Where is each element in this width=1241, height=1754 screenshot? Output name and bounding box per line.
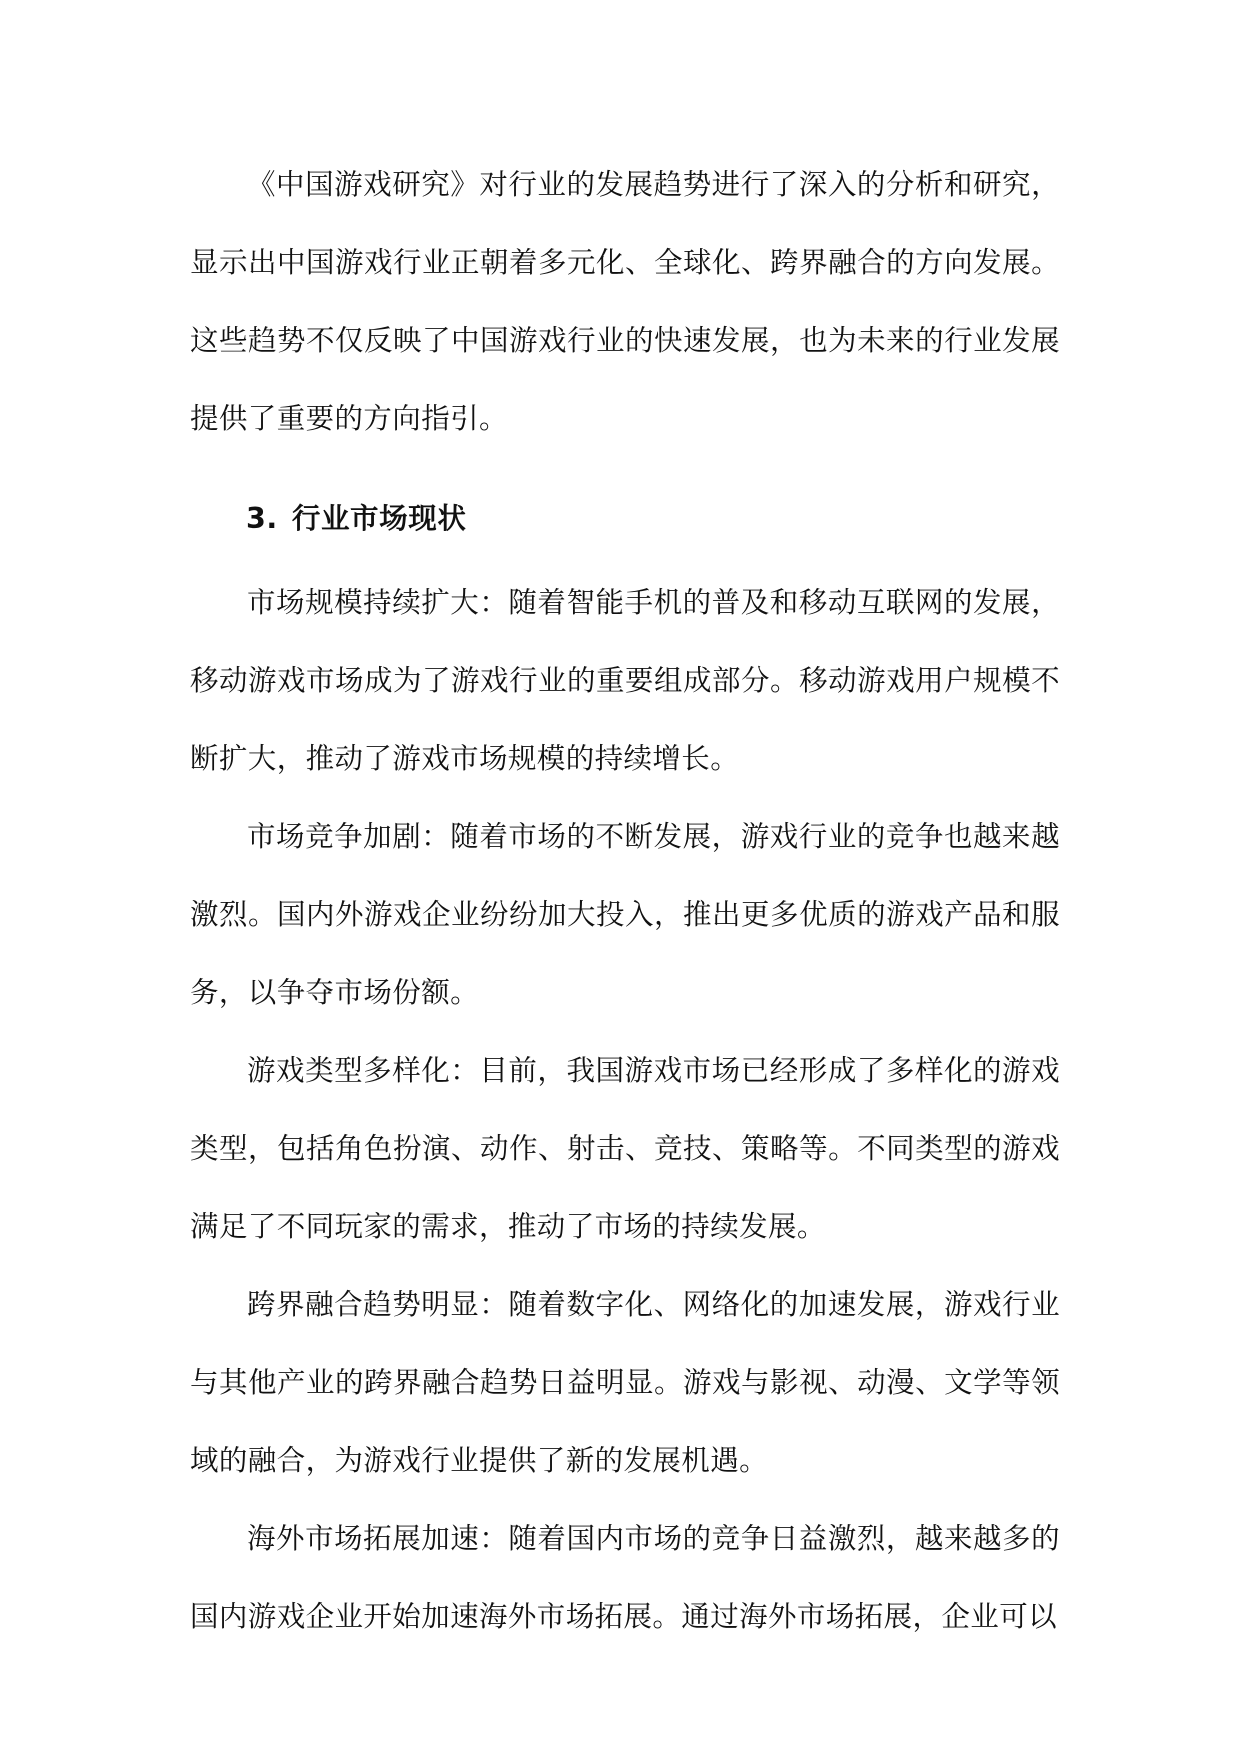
paragraph-market-scale: 市场规模持续扩大：随着智能手机的普及和移动互联网的发展，移动游戏市场成为了游戏行业的重要组成部分。移动游戏用户规模不断扩大，推动了游戏市场规模的持续增长。 xyxy=(190,586,1060,775)
document-body xyxy=(190,146,1060,1656)
section-heading xyxy=(190,486,1060,552)
section-title: 行业市场现状 xyxy=(291,502,467,535)
paragraph-game-types: 游戏类型多样化：目前，我国游戏市场已经形成了多样化的游戏类型，包括角色扮演、动作、射击、竞技、策略等。不同类型的游戏满足了不同玩家的需求，推动了市场的持续发展。 xyxy=(190,1054,1060,1243)
paragraph-market-competition: 市场竞争加剧：随着市场的不断发展，游戏行业的竞争也越来越激烈。国内外游戏企业纷纷加大投入，推出更多优质的游戏产品和服务，以争夺市场份额。 xyxy=(190,820,1060,1009)
paragraph-cross-industry: 跨界融合趋势明显：随着数字化、网络化的加速发展，游戏行业与其他产业的跨界融合趋势日益明显。游戏与影视、动漫、文学等领域的融合，为游戏行业提供了新的发展机遇。 xyxy=(190,1288,1060,1477)
paragraph-overseas-expansion: 海外市场拓展加速：随着国内市场的竞争日益激烈，越来越多的国内游戏企业开始加速海外市场拓展。通过海外市场拓展，企业可以 xyxy=(190,1522,1060,1633)
intro-paragraph: 《中国游戏研究》对行业的发展趋势进行了深入的分析和研究，显示出中国游戏行业正朝着多元化、全球化、跨界融合的方向发展。这些趋势不仅反映了中国游戏行业的快速发展，也为未来的行业发展提供了重要的方向指引。 xyxy=(190,168,1060,435)
section-number: 3. xyxy=(246,502,278,535)
